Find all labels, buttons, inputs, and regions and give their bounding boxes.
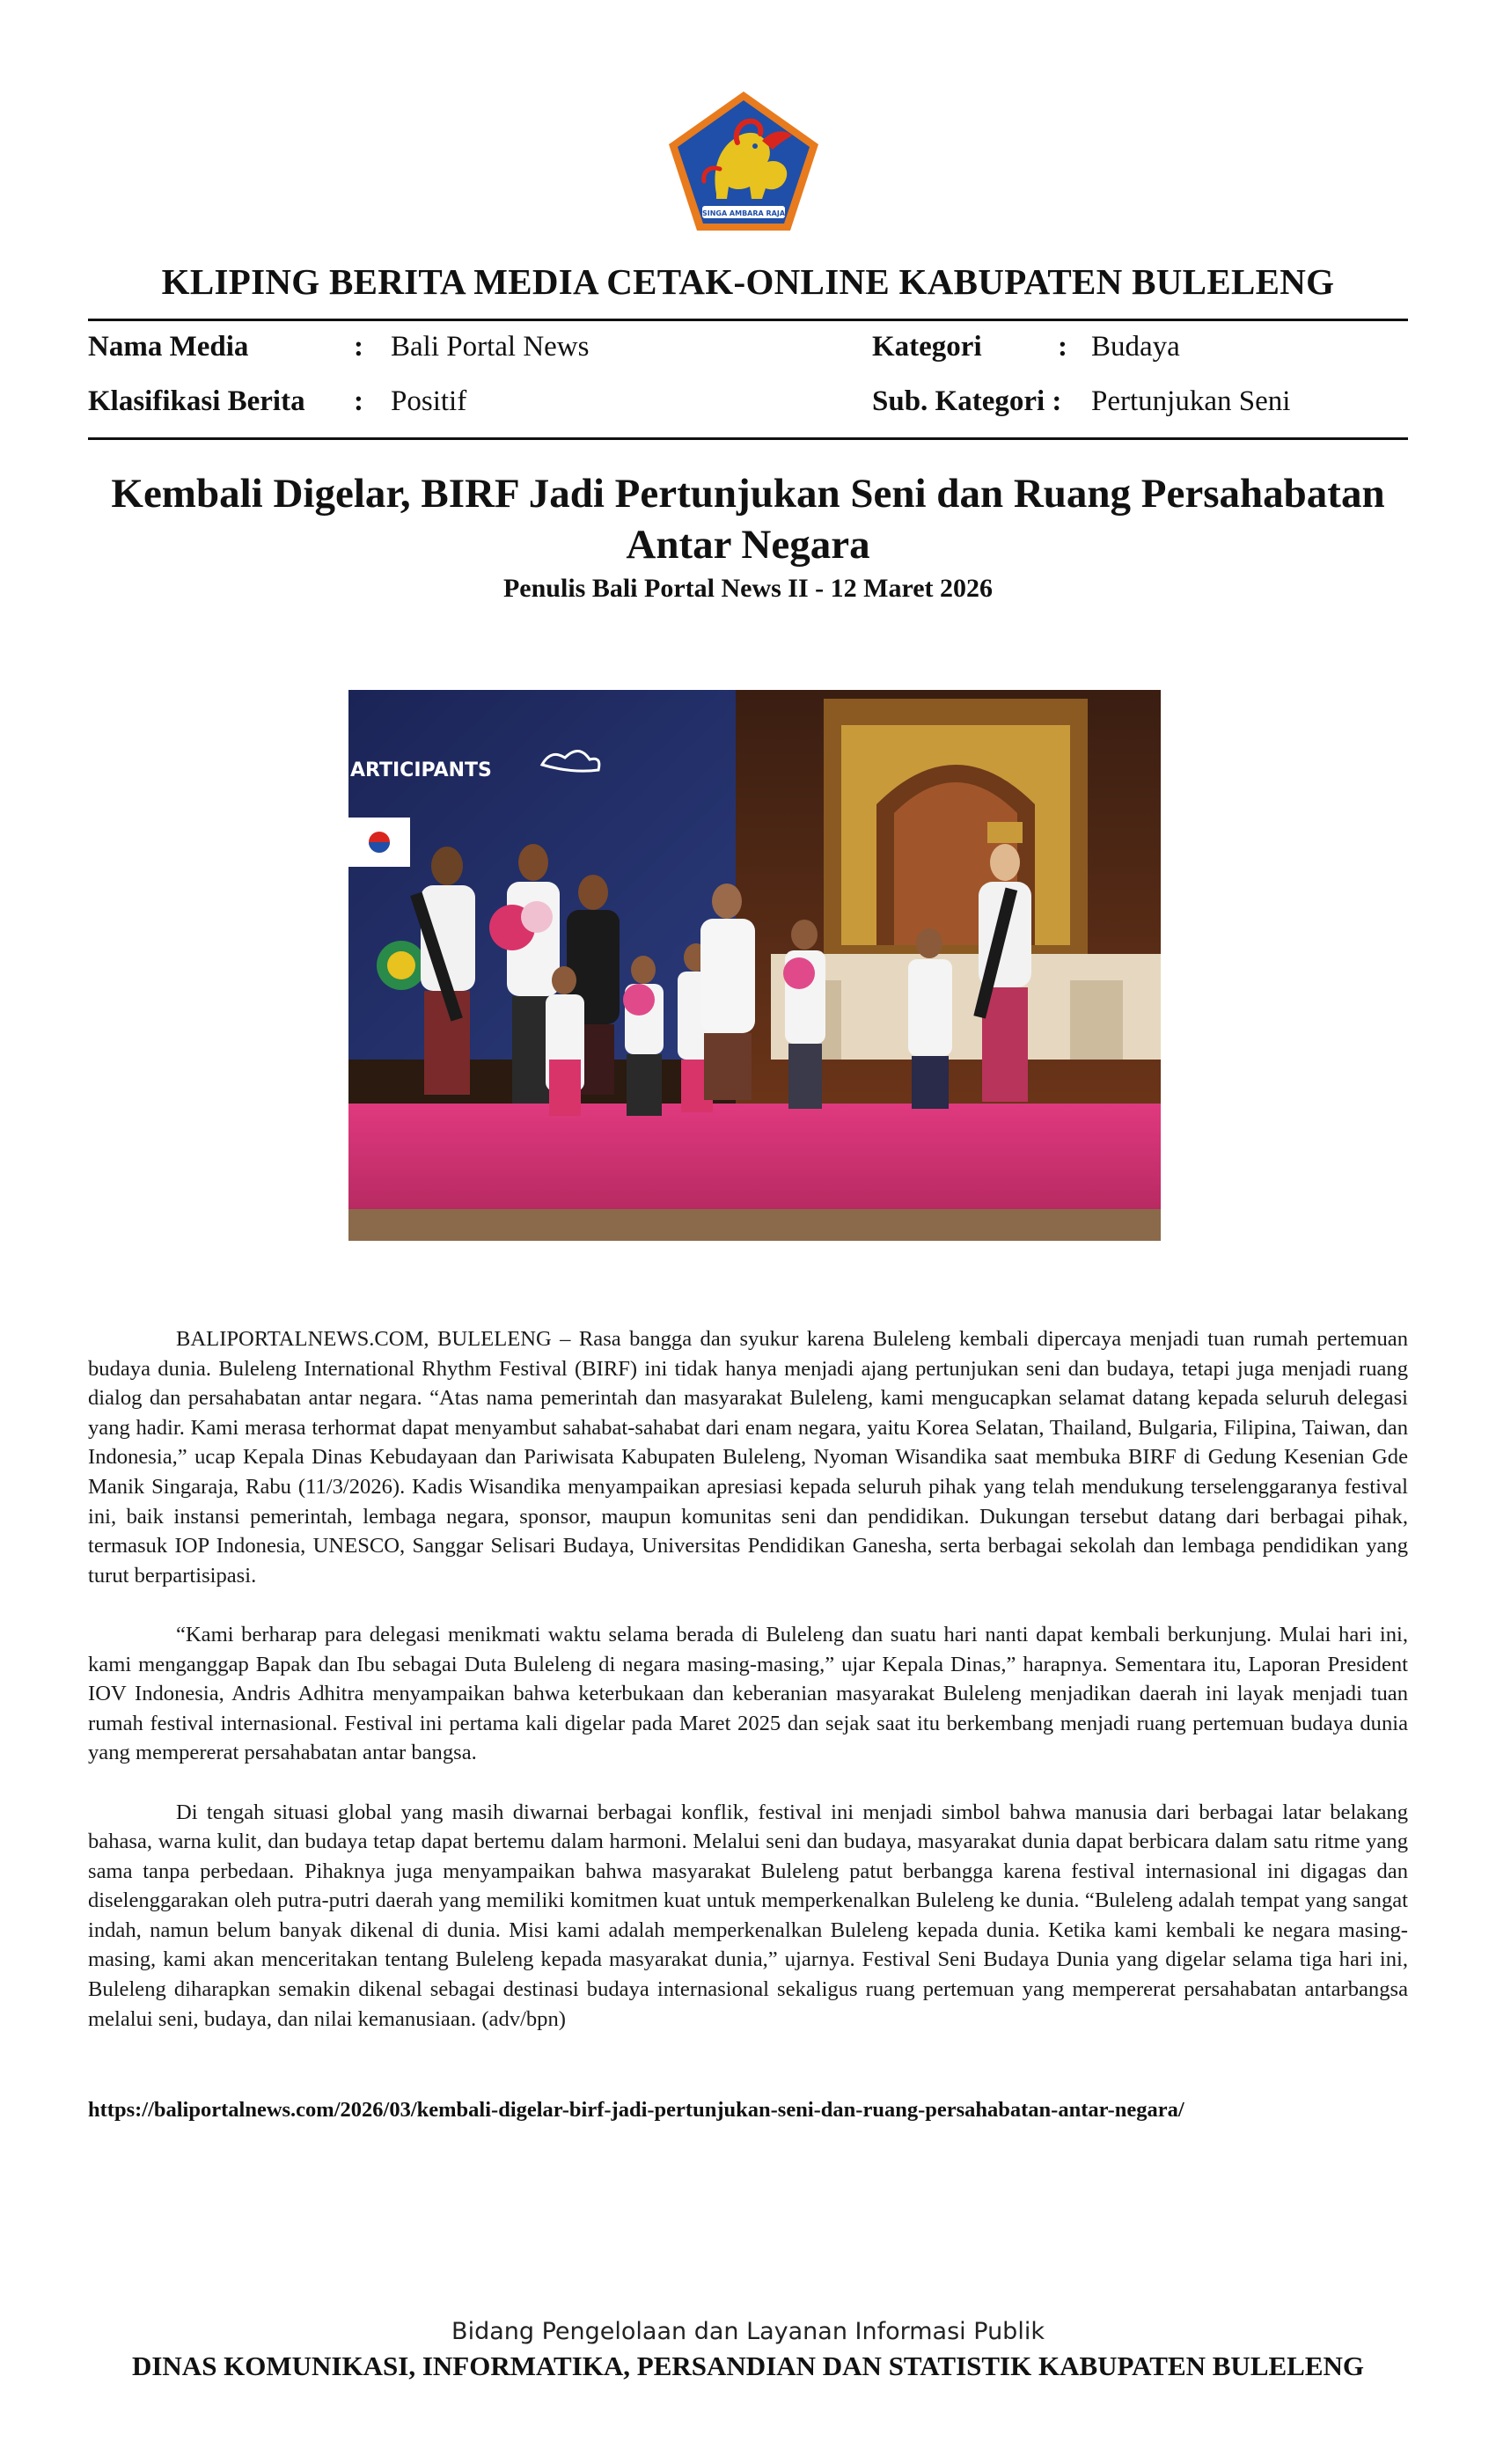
article-paragraph-2: “Kami berharap para delegasi menikmati waktu selama berada di Buleleng dan suatu hari nanti dapat kembali berkunjung. Mulai hari ini, kami menganggap Bapak dan Ibu sebagai Duta Buleleng di negara masing-masing,” ujar Kepala Dinas,” harapnya. Sementara itu, Laporan President IOV Indonesia, Andris Adhitra menyampaikan bahwa keterbukaan dan keberanian masyarakat Buleleng menjadikan daerah ini layak menjadi tuan rumah festival internasional. Festival ini pertama kali digelar pada Maret 2025 dan sejak saat itu berkembang menjadi ruang pertemuan budaya dunia yang mempererat persahabatan antar bangsa. [88, 1622, 1408, 1765]
article-title: Kembali Digelar, BIRF Jadi Pertunjukan Seni dan Ruang Persahabatan Antar Negara [111, 471, 1385, 568]
footer-subtitle: Bidang Pengelolaan dan Layanan Informasi Publik [451, 2318, 1045, 2345]
nama-media-value: Bali Portal News [391, 331, 590, 363]
article-paragraph-1: BALIPORTALNEWS.COM, BULELENG – Rasa bangga dan syukur karena Buleleng kembali dipercaya menjadi tuan rumah pertemuan budaya dunia. Buleleng International Rhythm Festival (BIRF) ini tidak hanya menjadi ajang pertunjukan seni dan budaya, tetapi juga menjadi ruang dialog dan persahabatan antar negara. “Atas nama pemerintah dan masyarakat Buleleng, kami mengucapkan selamat datang kepada seluruh delegasi yang hadir. Kami merasa terhormat dapat menyambut sahabat-sahabat dari enam negara, yaitu Korea Selatan, Thailand, Bulgaria, Filipina, Taiwan, dan Indonesia,” ucap Kepala Dinas Kebudayaan dan Pariwisata Kabupaten Buleleng, Nyoman Wisandika saat membuka BIRF di Gedung Kesenian Gde Manik Singaraja, Rabu (11/3/2026). Kadis Wisandika menyampaikan apresiasi kepada seluruh pihak yang telah mendukung terselenggaranya festival ini, baik instansi pemerintah, lembaga negara, sponsor, maupun komunitas seni dan pendidikan. Dukungan tersebut datang dari berbagai pihak, termasuk IOP Indonesia, UNESCO, Sanggar Selisari Budaya, Universitas Pendidikan Ganesha, serta berbagai sekolah dan lembaga pendidikan yang turut berpartisipasi. [88, 1327, 1408, 1588]
article-paragraph-3: Di tengah situasi global yang masih diwarnai berbagai konflik, festival ini menjadi simbol bahwa manusia dari berbagai latar belakang bahasa, warna kulit, dan budaya tetap dapat bertemu dalam harmoni. Melalui seni dan budaya, masyarakat dunia dapat berbicara dalam satu ritme yang sama tanpa perbedaan. Pihaknya juga menyampaikan bahwa masyarakat Buleleng patut berbangga karena festival internasional ini digagas dan diselenggarakan oleh putra-putri daerah yang memiliki komitmen kuat untuk memperkenalkan Buleleng ke dunia. “Buleleng adalah tempat yang sangat indah, namun belum banyak dikenal di dunia. Misi kami adalah memperkenalkan Buleleng kepada dunia. Ketika kami kembali ke negara masing-masing, kami akan menceritakan tentang Buleleng kepada masyarakat dunia,” ujarnya. Festival Seni Budaya Dunia yang digelar selama tiga hari ini, Buleleng diharapkan semakin dikenal sebagai destinasi budaya internasional sekaligus ruang pertemuan yang mempererat persahabatan antarbangsa melalui seni, budaya, dan nilai kemanusiaan. (adv/bpn) [88, 1800, 1408, 2031]
article-body [88, 1324, 1408, 2064]
colon-2: : [1058, 331, 1067, 363]
nama-media-label: Nama Media [88, 331, 249, 363]
kategori-value: Budaya [1091, 331, 1180, 363]
footer-title: DINAS KOMUNIKASI, INFORMATIKA, PERSANDIAN DAN STATISTIK KABUPATEN BULELENG [131, 2350, 1365, 2381]
article-photo [348, 690, 1161, 1241]
regency-crest-logo [664, 88, 824, 236]
photo-banner-text: ARTICIPANTS [350, 759, 492, 781]
regency-crest-icon [664, 88, 824, 236]
sub-kategori-label: Sub. Kategori : [872, 385, 1062, 417]
klasifikasi-value: Positif [391, 385, 467, 417]
klasifikasi-label: Klasifikasi Berita [88, 385, 305, 417]
article-byline: Penulis Bali Portal News II - 12 Maret 2026 [502, 574, 994, 603]
kategori-label: Kategori [872, 331, 982, 363]
clipping-header-title: KLIPING BERITA MEDIA CETAK-ONLINE KABUPATEN BULELENG [161, 261, 1335, 302]
sub-kategori-value: Pertunjukan Seni [1091, 385, 1291, 417]
header-divider-top [88, 319, 1408, 321]
source-url-link[interactable]: https://baliportalnews.com/2026/03/kembali-digelar-birf-jadi-pertunjukan-seni-dan-ruang-persahabatan-antar-negara/ [88, 2098, 1184, 2122]
colon-3: : [354, 385, 363, 417]
crest-motto: SINGA AMBARA RAJA [701, 209, 786, 217]
colon-1: : [354, 331, 363, 363]
header-divider-bottom [88, 437, 1408, 440]
